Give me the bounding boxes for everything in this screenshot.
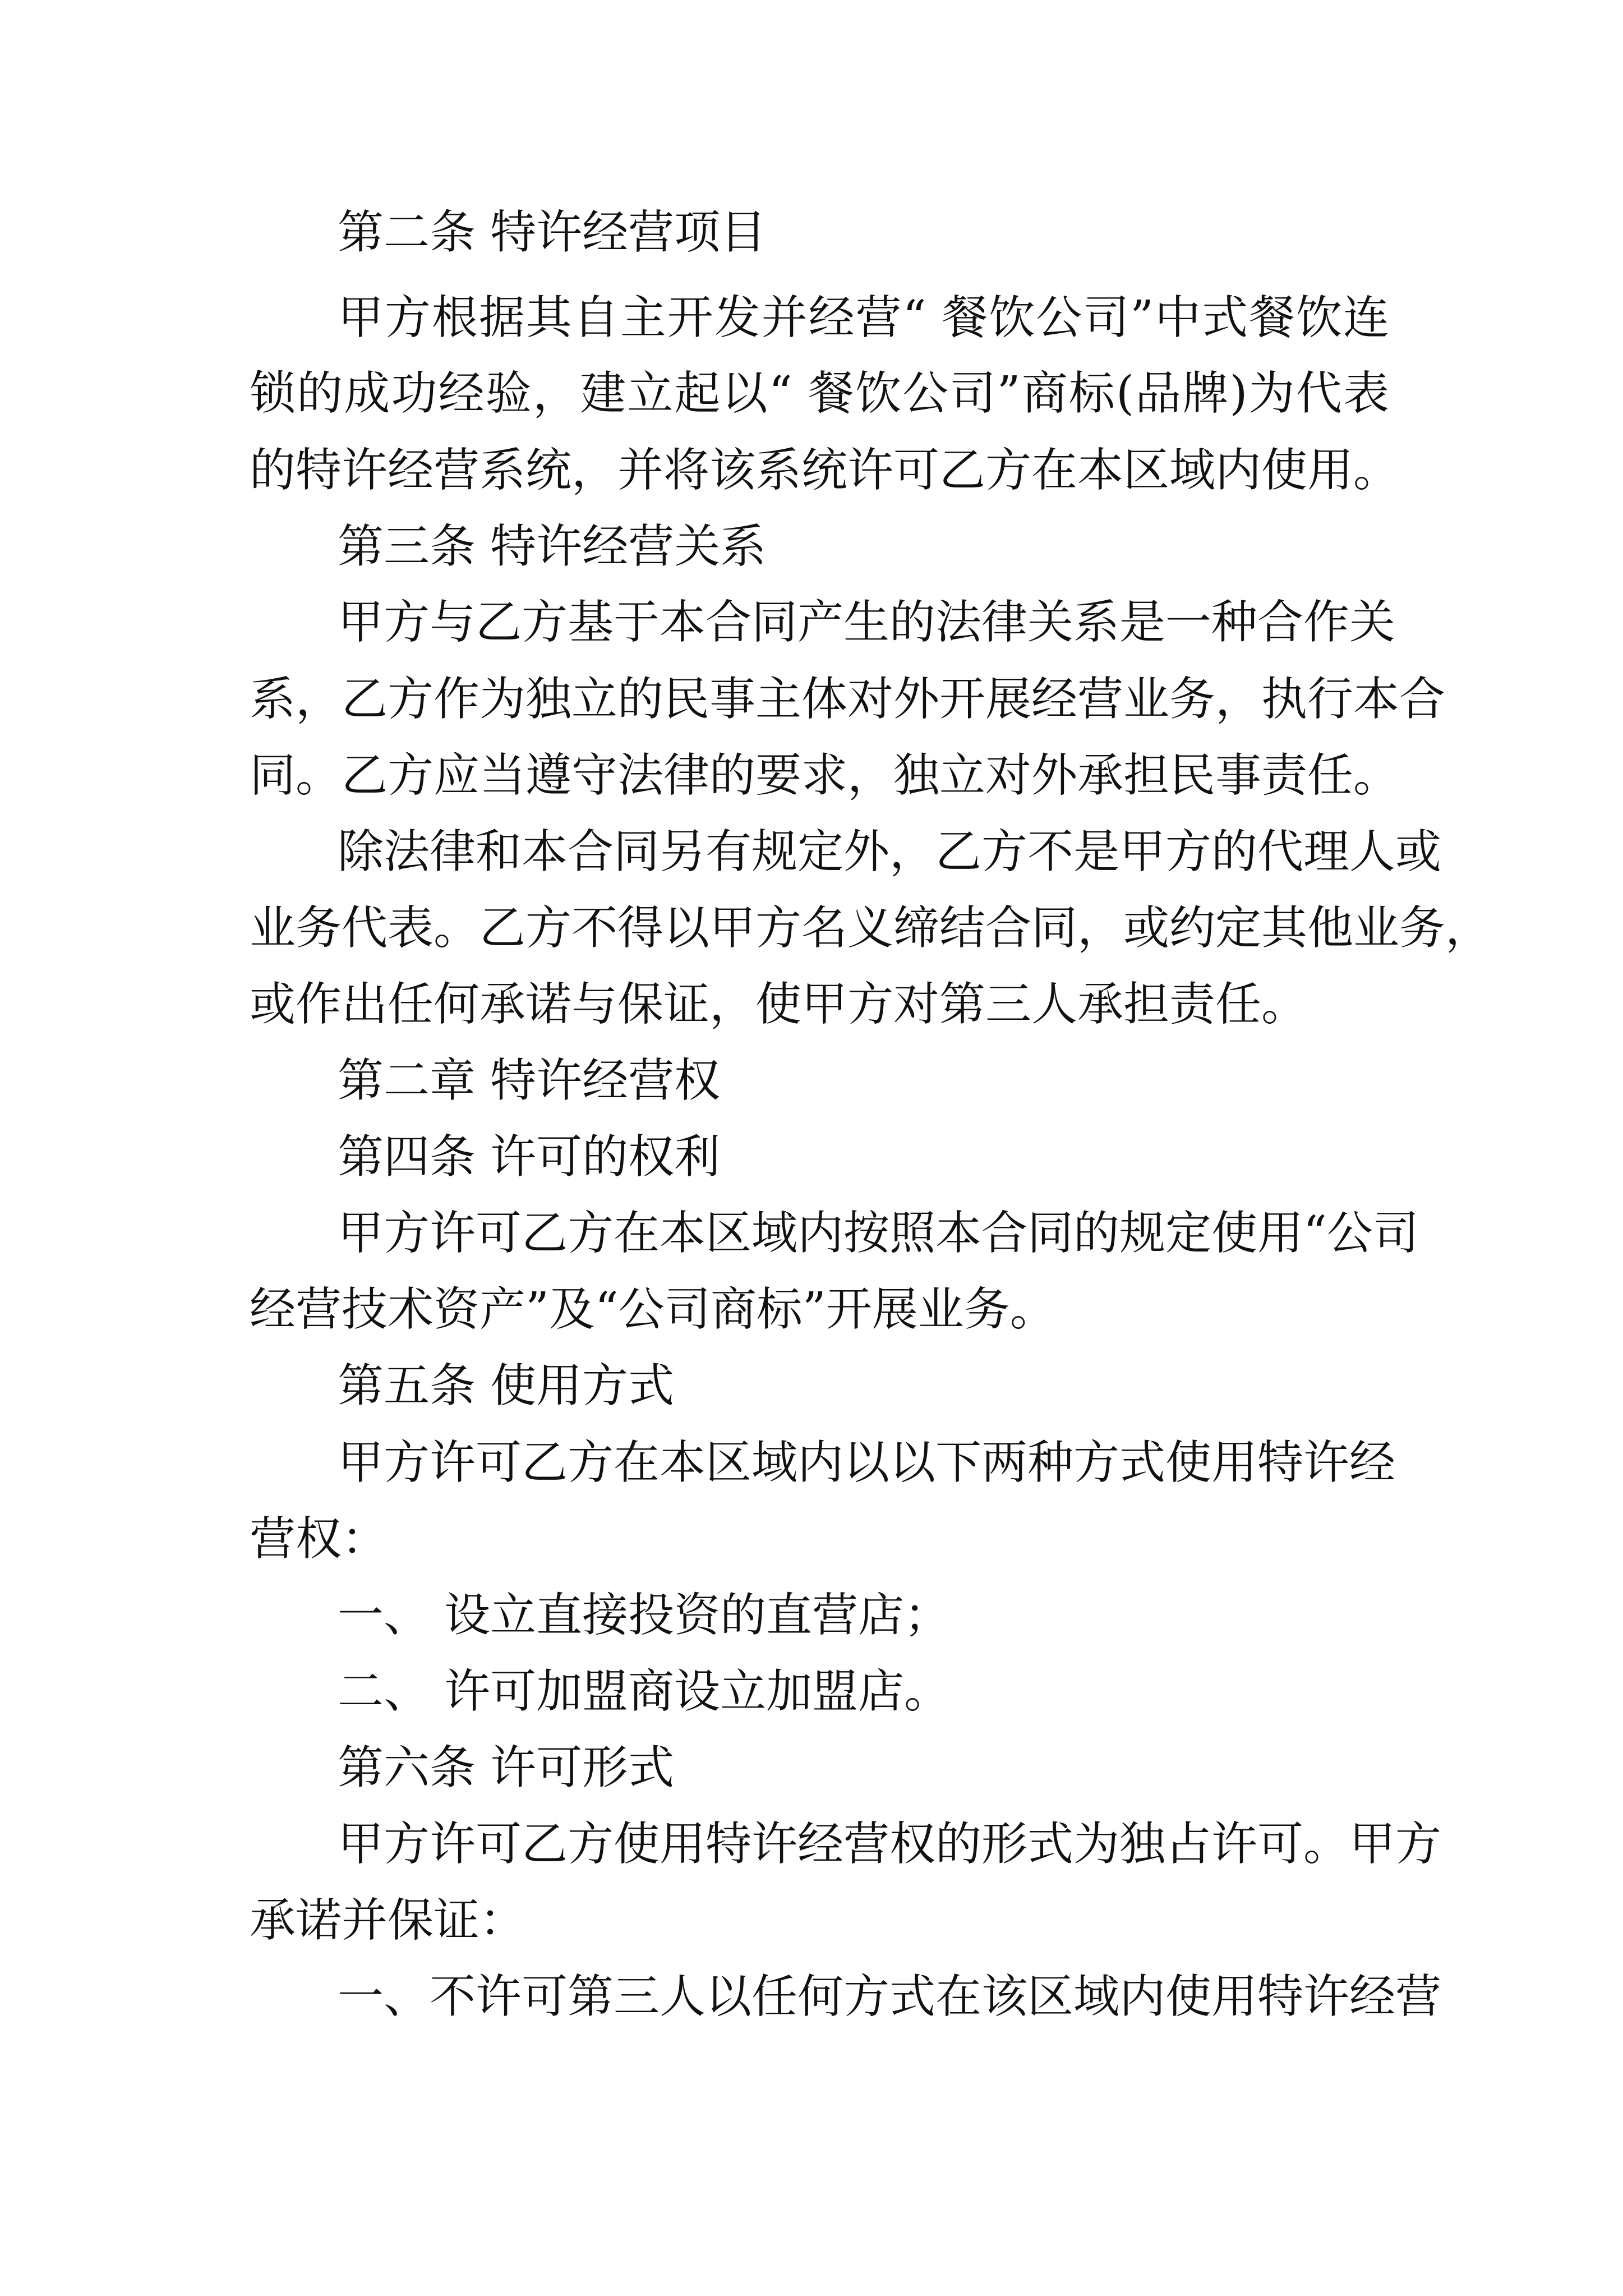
paragraph-line: 同。乙方应当遵守法律的要求，独立对外承担民事责任。 <box>250 749 1400 802</box>
paragraph-line: 甲方许可乙方使用特许经营权的形式为独占许可。甲方 <box>338 1818 1442 1871</box>
chapter-2-heading: 第二章 特许经营权 <box>338 1054 721 1107</box>
article-6-heading: 第六条 许可形式 <box>338 1741 675 1795</box>
paragraph-line: 或作出任何承诺与保证，使甲方对第三人承担责任。 <box>250 978 1308 1031</box>
paragraph-line: 甲方许可乙方在本区域内按照本合同的规定使用“公司 <box>338 1207 1419 1260</box>
article-5-heading: 第五条 使用方式 <box>338 1359 675 1412</box>
list-item: 一、 设立直接投资的直营店； <box>338 1589 951 1642</box>
paragraph-line: 系，乙方作为独立的民事主体对外开展经营业务，执行本合 <box>250 673 1446 726</box>
list-item: 一、不许可第三人以任何方式在该区域内使用特许经营 <box>338 1970 1442 2023</box>
paragraph-line: 甲方与乙方基于本合同产生的法律关系是一种合作关 <box>338 596 1396 649</box>
paragraph-line: 经营技术资产”及“公司商标”开展业务。 <box>250 1283 1056 1336</box>
paragraph-line: 的特许经营系统，并将该系统许可乙方在本区域内使用。 <box>250 444 1400 497</box>
paragraph-line: 营权： <box>250 1512 388 1566</box>
paragraph-line: 甲方根据其自主开发并经营“ 餐饮公司”中式餐饮连 <box>338 291 1389 344</box>
paragraph-line: 甲方许可乙方在本区域内以以下两种方式使用特许经 <box>338 1436 1396 1489</box>
article-4-heading: 第四条 许可的权利 <box>338 1130 721 1184</box>
paragraph-line: 承诺并保证： <box>250 1894 526 1947</box>
paragraph-line: 除法律和本合同另有规定外，乙方不是甲方的代理人或 <box>338 825 1442 878</box>
paragraph-line: 业务代表。乙方不得以甲方名义缔结合同，或约定其他业务， <box>250 901 1492 955</box>
article-2-heading: 第二条 特许经营项目 <box>338 206 767 259</box>
article-3-heading: 第三条 特许经营关系 <box>338 520 767 573</box>
paragraph-line: 锁的成功经验，建立起以“ 餐饮公司”商标(品牌)为代表 <box>250 367 1389 420</box>
list-item: 二、 许可加盟商设立加盟店。 <box>338 1665 951 1718</box>
